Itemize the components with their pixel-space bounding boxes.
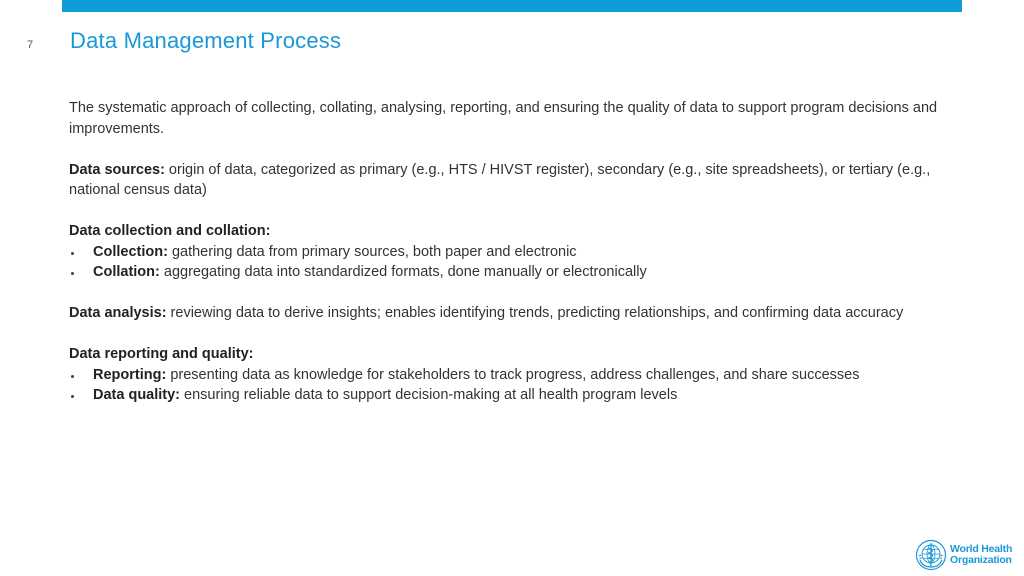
top-accent-bar bbox=[62, 0, 962, 12]
data-analysis-label: Data analysis: bbox=[69, 305, 167, 321]
slide-title: Data Management Process bbox=[70, 28, 342, 53]
reporting-heading: Data reporting and quality: bbox=[69, 346, 254, 362]
intro-paragraph: The systematic approach of collecting, collating, analysing, reporting, and ensuring the quality of data to support program decisions and improvements. bbox=[69, 100, 938, 137]
bullet-label: Data quality: bbox=[93, 387, 181, 403]
bullet-label: Reporting: bbox=[93, 366, 167, 383]
bullet-text: gathering data from primary sources, both paper and electronic bbox=[167, 243, 577, 260]
bullet-text: aggregating data into standardized formats, done manually or electronically bbox=[159, 264, 647, 280]
who-logo-text bbox=[950, 544, 1012, 566]
bullet-text: presenting data as knowledge for stakeholders to track progress, address challenges, and share successes bbox=[166, 366, 860, 383]
data-analysis-paragraph bbox=[69, 303, 949, 324]
who-emblem-icon bbox=[915, 539, 947, 571]
logo-line-1: World Health bbox=[950, 543, 1013, 555]
list-item bbox=[69, 242, 949, 263]
bullet-text: ensuring reliable data to support decision-making at all health program levels bbox=[180, 387, 678, 403]
list-item bbox=[69, 385, 949, 406]
bullet-icon bbox=[69, 365, 93, 386]
bullet-icon bbox=[69, 262, 93, 283]
collection-heading: Data collection and collation: bbox=[69, 223, 271, 239]
slide-content bbox=[69, 98, 949, 406]
bullet-label: Collection: bbox=[93, 243, 168, 260]
list-item bbox=[69, 262, 949, 283]
list-item bbox=[69, 365, 949, 386]
data-sources-paragraph bbox=[69, 160, 949, 201]
who-logo bbox=[915, 539, 1012, 571]
data-analysis-text: reviewing data to derive insights; enables identifying trends, predicting relationships, and confirming data accuracy bbox=[166, 305, 904, 321]
bullet-label: Collation: bbox=[93, 264, 160, 280]
data-sources-text: origin of data, categorized as primary (e.g., HTS / HIVST register), secondary (e.g., site spreadsheets), or tertiary (e.g., national census data) bbox=[69, 161, 931, 198]
logo-line-2: Organization bbox=[950, 554, 1012, 566]
data-sources-label: Data sources: bbox=[69, 161, 165, 178]
bullet-icon bbox=[69, 385, 93, 406]
bullet-icon bbox=[69, 242, 93, 263]
slide-number: 7 bbox=[27, 39, 34, 51]
